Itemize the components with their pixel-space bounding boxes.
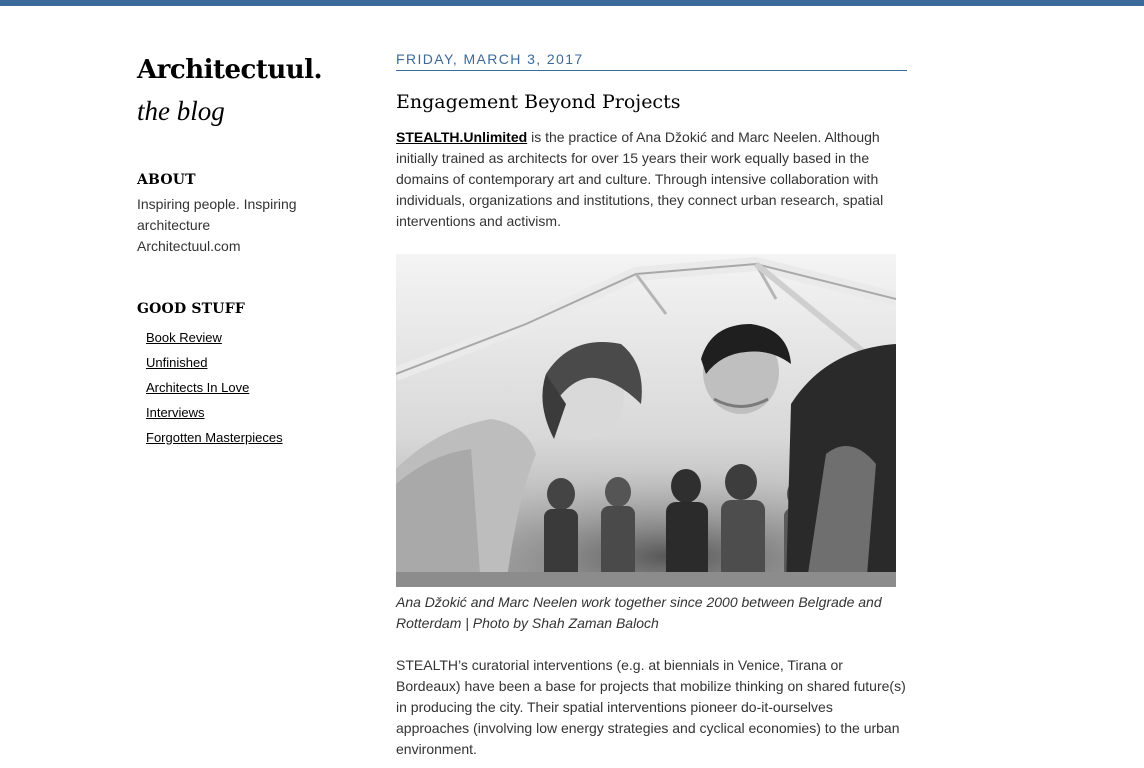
link-architects-in-love[interactable]: Architects In Love: [146, 380, 250, 395]
top-accent-bar: [0, 0, 1144, 6]
list-item: [146, 425, 283, 450]
about-heading: ABOUT: [137, 172, 196, 188]
sidebar: [137, 50, 357, 445]
list-item: [146, 350, 283, 375]
stealth-unlimited-link[interactable]: STEALTH.Unlimited: [396, 129, 528, 145]
link-interviews[interactable]: Interviews: [146, 405, 205, 420]
post-date: FRIDAY, MARCH 3, 2017: [396, 50, 907, 71]
good-stuff-list: [146, 325, 283, 450]
post-main: [396, 50, 907, 757]
photo-illustration: [396, 254, 896, 587]
list-item: [146, 400, 283, 425]
good-stuff-heading: GOOD STUFF: [137, 301, 245, 317]
post-paragraph-1: [396, 127, 907, 232]
list-item: [146, 325, 283, 350]
blog-subtitle: the blog: [137, 96, 225, 126]
post-photo[interactable]: [396, 254, 896, 587]
about-line-2: Architectuul.com: [137, 238, 241, 254]
link-unfinished[interactable]: Unfinished: [146, 355, 208, 370]
photo-caption: Ana Džokić and Marc Neelen work together since 2000 between Belgrade and Rotterdam | Photo by Shah Zaman Baloch: [396, 594, 882, 631]
post-paragraph-1-text: is the practice of Ana Džokić and Marc Neelen. Although initially trained as architects for over 15 years their work equally based in the domains of contemporary art and culture. Through intensive collaboration with individuals, organizations and institutions, they connect urban research, spatial interventions and activism.: [396, 129, 884, 229]
post-paragraph-2: STEALTH’s curatorial interventions (e.g. at biennials in Venice, Tirana or Bordeaux) have been a base for projects that mobilize thinking on shared future(s) in producing the city. Their spatial interventions pioneer do-it-ourselves approaches (involving low energy strategies and cyclical economies) to the urban environment.: [396, 657, 906, 757]
about-line-1: Inspiring people. Inspiring architecture: [137, 196, 297, 233]
link-book-review[interactable]: Book Review: [146, 330, 222, 345]
about-text: [137, 194, 327, 257]
blog-title[interactable]: Architectuul.: [137, 55, 323, 85]
link-forgotten-masterpieces[interactable]: Forgotten Masterpieces: [146, 430, 283, 445]
list-item: [146, 375, 283, 400]
post-title[interactable]: Engagement Beyond Projects: [396, 91, 681, 113]
